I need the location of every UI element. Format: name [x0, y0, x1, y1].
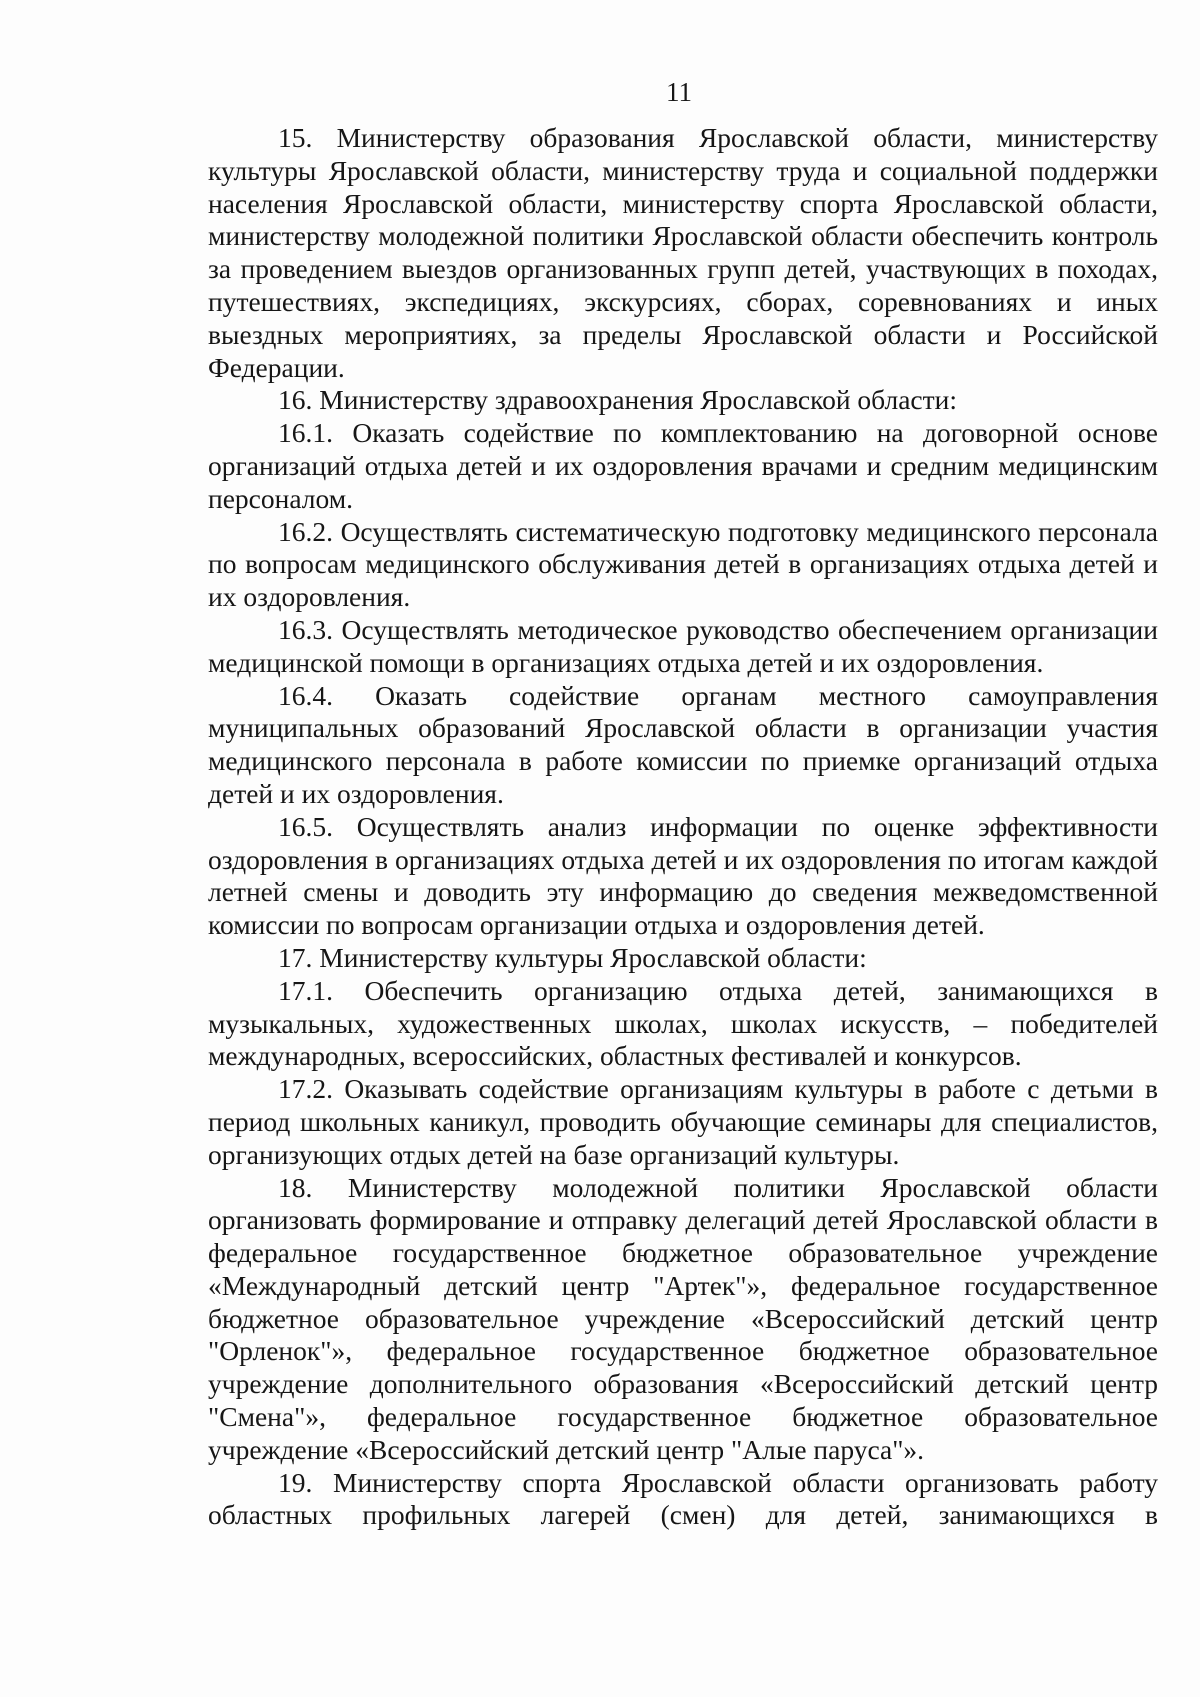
- paragraph-16: 16. Министерству здравоохранения Ярославской области:: [278, 384, 958, 416]
- paragraph-18: 18. Министерству молодежной политики Ярославской области организовать формирование и отправку делегаций детей Ярославской области в федеральное государственное бюджетное образовательное учреждение «Международный детский центр "Артек"», федеральное государственное бюджетное образовательное учреждение «Всероссийский детский центр "Орленок"», федеральное государственное бюджетное образовательное учреждение дополнительного образования «Всероссийский детский центр "Смена"», федеральное государственное бюджетное образовательное учреждение «Всероссийский детский центр "Алые паруса"».: [208, 1171, 1158, 1465]
- paragraph-17-2: 17.2. Оказывать содействие организациям культуры в работе с детьми в период школьных каникул, проводить обучающие семинары для специалистов, организующих отдых детей на базе организаций культуры.: [208, 1073, 1158, 1170]
- paragraph-16-5: 16.5. Осуществлять анализ информации по оценке эффективности оздоровления в организациях отдыха детей и их оздоровления по итогам каждой летней смены и доводить эту информацию до сведения межведомственной комиссии по вопросам организации отдыха и оздоровления детей.: [208, 810, 1158, 941]
- page-number: 11: [666, 77, 692, 107]
- paragraph-17: 17. Министерству культуры Ярославской области:: [278, 941, 867, 973]
- paragraph-16-3: 16.3. Осуществлять методическое руководство обеспечением организации медицинской помощи в организациях отдыха детей и их оздоровления.: [208, 613, 1158, 678]
- document-body: [208, 122, 1158, 1532]
- paragraph-16-2: 16.2. Осуществлять систематическую подготовку медицинского персонала по вопросам медицинского обслуживания детей в организациях отдыха детей и их оздоровления.: [208, 515, 1158, 613]
- paragraph-16-4: 16.4. Оказать содействие органам местного самоуправления муниципальных образований Ярославской области в организации участия медицинского персонала в работе комиссии по приемке организаций отдыха детей и их оздоровления.: [208, 679, 1158, 809]
- paragraph-16-1: 16.1. Оказать содействие по комплектованию на договорной основе организаций отдыха детей и их оздоровления врачами и средним медицинским персоналом.: [208, 417, 1158, 514]
- paragraph-17-1: 17.1. Обеспечить организацию отдыха детей, занимающихся в музыкальных, художественных школах, школах искусств, – победителей международных, всероссийских, областных фестивалей и конкурсов.: [208, 974, 1158, 1072]
- paragraph-15: 15. Министерству образования Ярославской области, министерству культуры Ярославской области, министерству труда и социальной поддержки населения Ярославской области, министерству спорта Ярославской области, министерству молодежной политики Ярославской области обеспечить контроль за проведением выездов организованных групп детей, участвующих в походах, путешествиях, экспедициях, экскурсиях, сборах, соревнованиях и иных выездных мероприятиях, за пределы Ярославской области и Российской Федерации.: [208, 122, 1158, 383]
- paragraph-19: 19. Министерству спорта Ярославской области организовать работу областных профильных лагерей (смен) для детей, занимающихся в: [208, 1466, 1158, 1531]
